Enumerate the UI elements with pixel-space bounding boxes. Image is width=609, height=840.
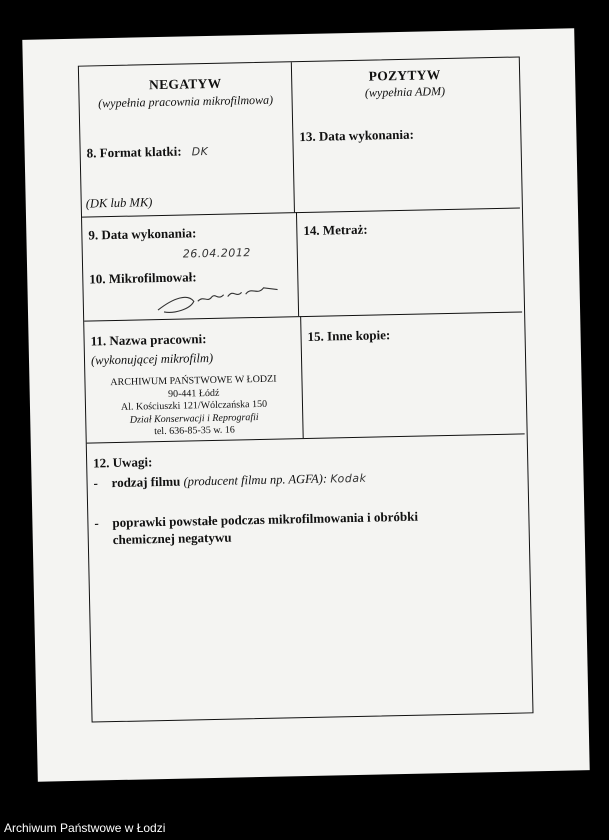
pozytyw-subtitle: (wypełnia ADM)	[364, 84, 446, 100]
stamp-line2: 90-441 Łódź	[167, 387, 220, 400]
lab-label: 11. Nazwa pracowni:	[90, 331, 207, 349]
negatyw-title: NEGATYW	[148, 75, 222, 93]
lab-section	[84, 316, 303, 442]
copies-label: 15. Inne kopie:	[307, 327, 391, 344]
remarks-section	[87, 433, 531, 721]
pozytyw-title: POZYTYW	[368, 67, 441, 84]
remark-corrections-line1: poprawki powstałe podczas mikrofilmowania i obróbki	[112, 508, 419, 531]
bullet-2: -	[94, 515, 99, 531]
remark-film-type	[111, 470, 366, 491]
copies-section	[300, 311, 525, 438]
remarks-label: 12. Uwagi:	[93, 454, 153, 471]
date-filmed-section	[82, 212, 298, 320]
lab-sub: (wykonującej mikrofilm)	[90, 350, 214, 368]
archive-footer: Archiwum Państwowe w Łodzi	[4, 821, 166, 835]
length-label: 14. Metraż:	[303, 221, 368, 239]
filmed-by-label: 10. Mikrofilmował:	[89, 269, 197, 287]
stamp-line3: Al. Kościuszki 121/Wólczańska 150	[120, 398, 268, 413]
pozytyw-section	[291, 58, 520, 213]
format-value: DK	[191, 144, 209, 159]
film-type-hint: (producent filmu np. AGFA):	[183, 471, 328, 489]
length-section	[296, 207, 522, 316]
format-hint: (DK lub MK)	[85, 195, 153, 211]
stamp-line4: Dział Konserwacji i Reprografii	[129, 411, 259, 426]
negatyw-section	[79, 62, 294, 216]
negatyw-subtitle: (wypełnia pracownia mikrofilmowa)	[98, 92, 274, 111]
archive-stamp	[85, 373, 302, 440]
format-label: 8. Format klatki:	[86, 143, 182, 161]
date-value: 26.04.2012	[182, 246, 251, 261]
microfilm-form	[78, 56, 534, 722]
stamp-line1: ARCHIWUM PAŃSTWOWE W ŁODZI	[110, 373, 277, 389]
remark-corrections-line2: chemicznej negatywu	[112, 529, 232, 548]
film-type-label: rodzaj filmu	[111, 473, 181, 491]
date-label: 9. Data wykonania:	[88, 225, 197, 243]
stamp-line5: tel. 636-85-35 w. 16	[154, 424, 235, 438]
bullet-1: -	[93, 475, 99, 491]
format-row	[86, 142, 208, 163]
signature	[153, 281, 284, 318]
form-sheet	[22, 28, 589, 781]
film-type-value: Kodak	[330, 471, 367, 486]
pozytyw-date-label: 13. Data wykonania:	[299, 126, 415, 145]
